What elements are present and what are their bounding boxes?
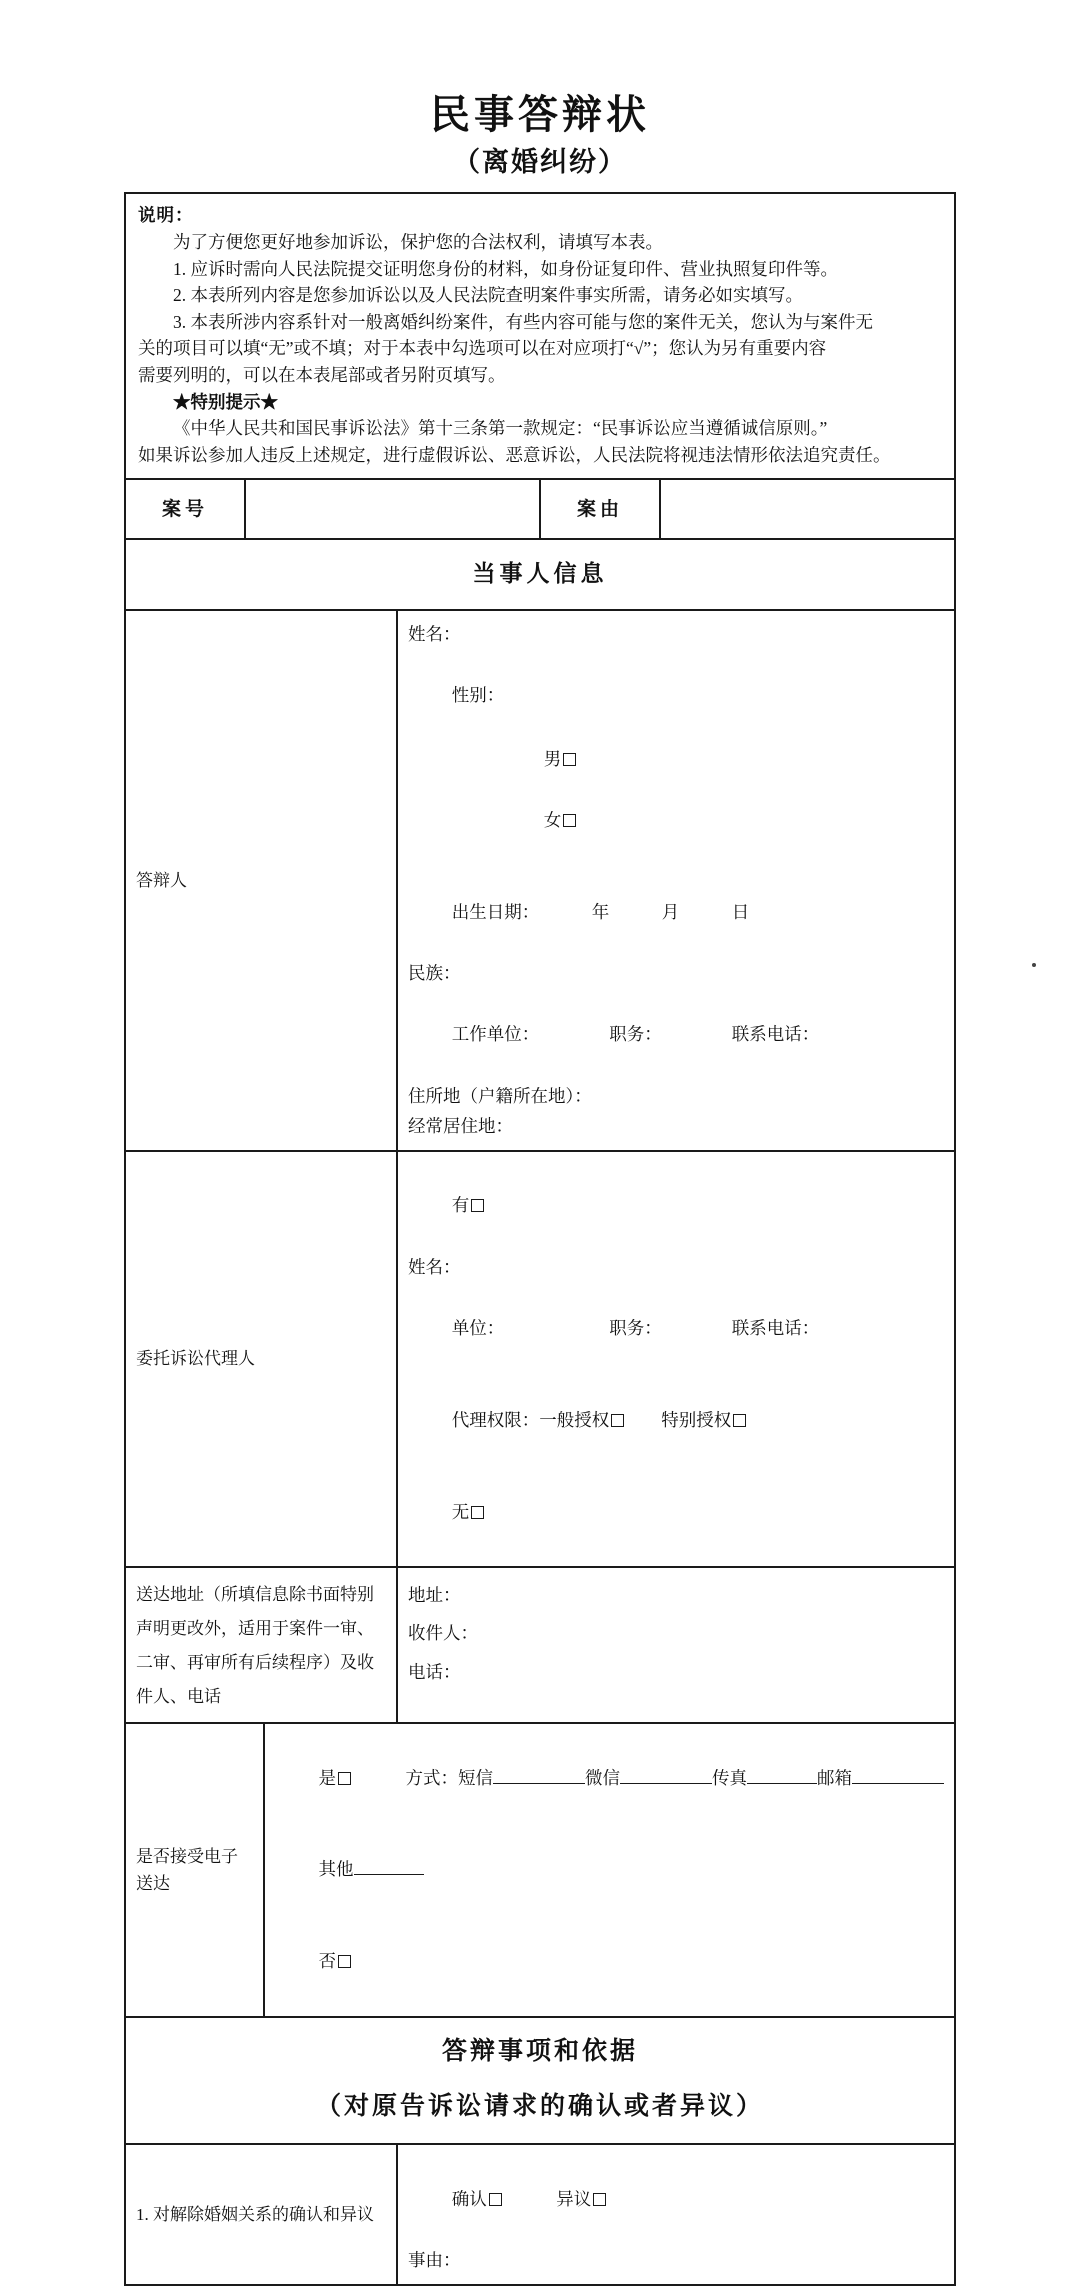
position-label: 职务：: [609, 1024, 662, 1045]
defense-matters-subheading: （对原告诉讼请求的确认或者异议）: [315, 2093, 764, 2121]
agent-phone-label: 联系电话：: [731, 1317, 820, 1338]
service-address-address-field[interactable]: 地址：: [408, 1584, 461, 1605]
other-label: 其他: [318, 1859, 354, 1880]
agent-row: [126, 1152, 954, 1568]
birth-label: 出生日期：: [451, 901, 540, 922]
phone-label: 联系电话：: [731, 1024, 820, 1045]
agent-fields: [398, 1152, 954, 1566]
item1-objection-checkbox[interactable]: [593, 2193, 606, 2206]
electronic-service-label: 是否接受电子送达: [126, 1724, 265, 2016]
case-row: [126, 480, 954, 540]
item1-options-row: [408, 2153, 944, 2245]
agent-none-checkbox[interactable]: [471, 1506, 484, 1519]
birth-year-label: 年: [591, 901, 610, 922]
case-no-label: 案号: [126, 480, 246, 538]
electronic-service-other-row: [275, 1824, 944, 1916]
service-address-recipient-field[interactable]: 收件人：: [408, 1623, 478, 1644]
electronic-service-no-checkbox[interactable]: [338, 1955, 351, 1968]
party-info-section: [126, 540, 954, 610]
notice-block: [126, 194, 954, 480]
respondent-label: 答辩人: [126, 611, 398, 1150]
page-title: 民事答辩状: [430, 92, 650, 137]
electronic-service-no-row: [275, 1916, 944, 2008]
agent-has-option: [408, 1160, 944, 1252]
notice-line-2: 2. 本表所列内容是您参加诉讼以及人民法院查明案件事实所需，请务必如实填写。: [173, 285, 803, 306]
email-input[interactable]: [852, 1783, 944, 1784]
gender-label: 性别：: [451, 684, 505, 705]
gender-male-label: 男: [543, 748, 562, 769]
item1-fields: [398, 2145, 954, 2284]
work-unit-label: 工作单位：: [451, 1024, 540, 1045]
electronic-service-row: [126, 1724, 954, 2018]
birth-day-label: 日: [731, 901, 750, 922]
respondent-name-field[interactable]: 姓名：: [408, 623, 461, 644]
defense-matters-section: [126, 2018, 954, 2146]
notice-line-0: 为了方便您更好地参加诉讼，保护您的合法权利，请填写本表。: [173, 231, 663, 252]
birth-month-label: 月: [661, 901, 680, 922]
respondent-fields: [398, 611, 954, 1150]
notice-line-5: 需要列明的，可以在本表尾部或者另附页填写。: [138, 364, 506, 385]
other-input[interactable]: [354, 1874, 424, 1875]
respondent-domicile-field[interactable]: 住所地（户籍所在地）：: [408, 1085, 592, 1106]
respondent-work-row: [408, 989, 944, 1081]
item1-objection-label: 异议: [556, 2188, 592, 2209]
case-no-input[interactable]: [246, 480, 541, 538]
service-address-label: [126, 1568, 398, 1722]
agent-label: 委托诉讼代理人: [126, 1152, 398, 1566]
service-address-label-line-3: 件人、电话: [136, 1686, 221, 1706]
item1-confirm-label: 确认: [451, 2188, 487, 2209]
service-address-label-line-2: 二审、再审所有后续程序）及收: [136, 1652, 374, 1672]
item1-reason-field[interactable]: 事由：: [408, 2249, 461, 2270]
electronic-service-fields: [265, 1724, 954, 2016]
wechat-input[interactable]: [620, 1783, 712, 1784]
gender-female-label: 女: [543, 809, 562, 830]
electronic-service-yes-row: [275, 1732, 944, 1824]
notice-heading: 说明：: [138, 205, 194, 226]
service-address-row: [126, 1568, 954, 1724]
notice-line-7: 《中华人民共和国民事诉讼法》第十三条第一款规定：“民事诉讼应当遵循诚信原则。”: [173, 418, 828, 439]
title-block: [0, 0, 1080, 178]
agent-authority-general-label: 一般授权: [539, 1409, 610, 1430]
gender-options: [500, 713, 944, 866]
service-address-label-line-1: 声明更改外，适用于案件一审、: [136, 1618, 374, 1638]
sms-input[interactable]: [493, 1783, 585, 1784]
cause-label: 案由: [541, 480, 661, 538]
agent-position-label: 职务：: [609, 1317, 662, 1338]
fax-input[interactable]: [747, 1783, 817, 1784]
page-mark-dot: [1032, 963, 1036, 967]
service-address-label-line-0: 送达地址（所填信息除书面特别: [136, 1584, 374, 1604]
defense-matters-heading-block: [126, 2018, 954, 2144]
agent-none-label: 无: [451, 1501, 470, 1522]
gender-female-checkbox[interactable]: [563, 814, 576, 827]
respondent-row: [126, 611, 954, 1152]
form-table: [124, 192, 956, 2285]
agent-authority-label: 代理权限：: [451, 1409, 540, 1430]
gender-male-checkbox[interactable]: [563, 753, 576, 766]
electronic-service-method-label: 方式：: [405, 1767, 458, 1788]
defense-matters-heading: 答辩事项和依据: [441, 2037, 638, 2065]
page-subtitle: （离婚纠纷）: [453, 147, 627, 177]
service-address-fields: [398, 1568, 954, 1722]
notice-line-4: 关的项目可以填“无”或不填；对于本表中勾选项可以在对应项打“√”；您认为另有重要内容: [138, 338, 827, 359]
agent-authority-row: [408, 1374, 944, 1466]
agent-unit-label: 单位：: [451, 1317, 505, 1338]
cause-input[interactable]: [661, 480, 954, 538]
item1-row: [126, 2145, 954, 2284]
agent-has-label: 有: [451, 1195, 470, 1216]
notice-special-tip: ★特别提示★: [173, 391, 278, 412]
agent-unit-row: [408, 1282, 944, 1374]
item1-label: 1. 对解除婚姻关系的确认和异议: [126, 2145, 398, 2284]
party-info-heading: 当事人信息: [472, 561, 608, 587]
notice-line-1: 1. 应诉时需向人民法院提交证明您身份的材料，如身份证复印件、营业执照复印件等。: [173, 258, 838, 279]
agent-none-option: [408, 1466, 944, 1558]
service-address-phone-field[interactable]: 电话：: [408, 1661, 461, 1682]
agent-authority-special-checkbox[interactable]: [733, 1414, 746, 1427]
notice-line-8: 如果诉讼参加人违反上述规定，进行虚假诉讼、恶意诉讼，人民法院将视违法情形依法追究责任。: [138, 444, 891, 465]
electronic-service-yes-checkbox[interactable]: [338, 1772, 351, 1785]
agent-authority-general-checkbox[interactable]: [611, 1414, 624, 1427]
electronic-service-yes-label: 是: [318, 1767, 336, 1788]
respondent-birth-field: [408, 866, 944, 958]
notice-line-3: 3. 本表所涉内容系针对一般离婚纠纷案件，有些内容可能与您的案件无关，您认为与案件无: [173, 311, 873, 332]
fax-label: 传真: [712, 1767, 747, 1788]
respondent-residence-field[interactable]: 经常居住地：: [408, 1116, 513, 1137]
agent-has-checkbox[interactable]: [471, 1199, 484, 1212]
item1-confirm-checkbox[interactable]: [489, 2193, 502, 2206]
agent-name-field[interactable]: 姓名：: [408, 1256, 461, 1277]
respondent-ethnicity-field[interactable]: 民族：: [408, 963, 461, 984]
wechat-label: 微信: [585, 1767, 620, 1788]
sms-label: 短信: [458, 1767, 493, 1788]
email-label: 邮箱: [817, 1767, 852, 1788]
agent-authority-special-label: 特别授权: [661, 1409, 732, 1430]
electronic-service-no-label: 否: [318, 1951, 336, 1972]
